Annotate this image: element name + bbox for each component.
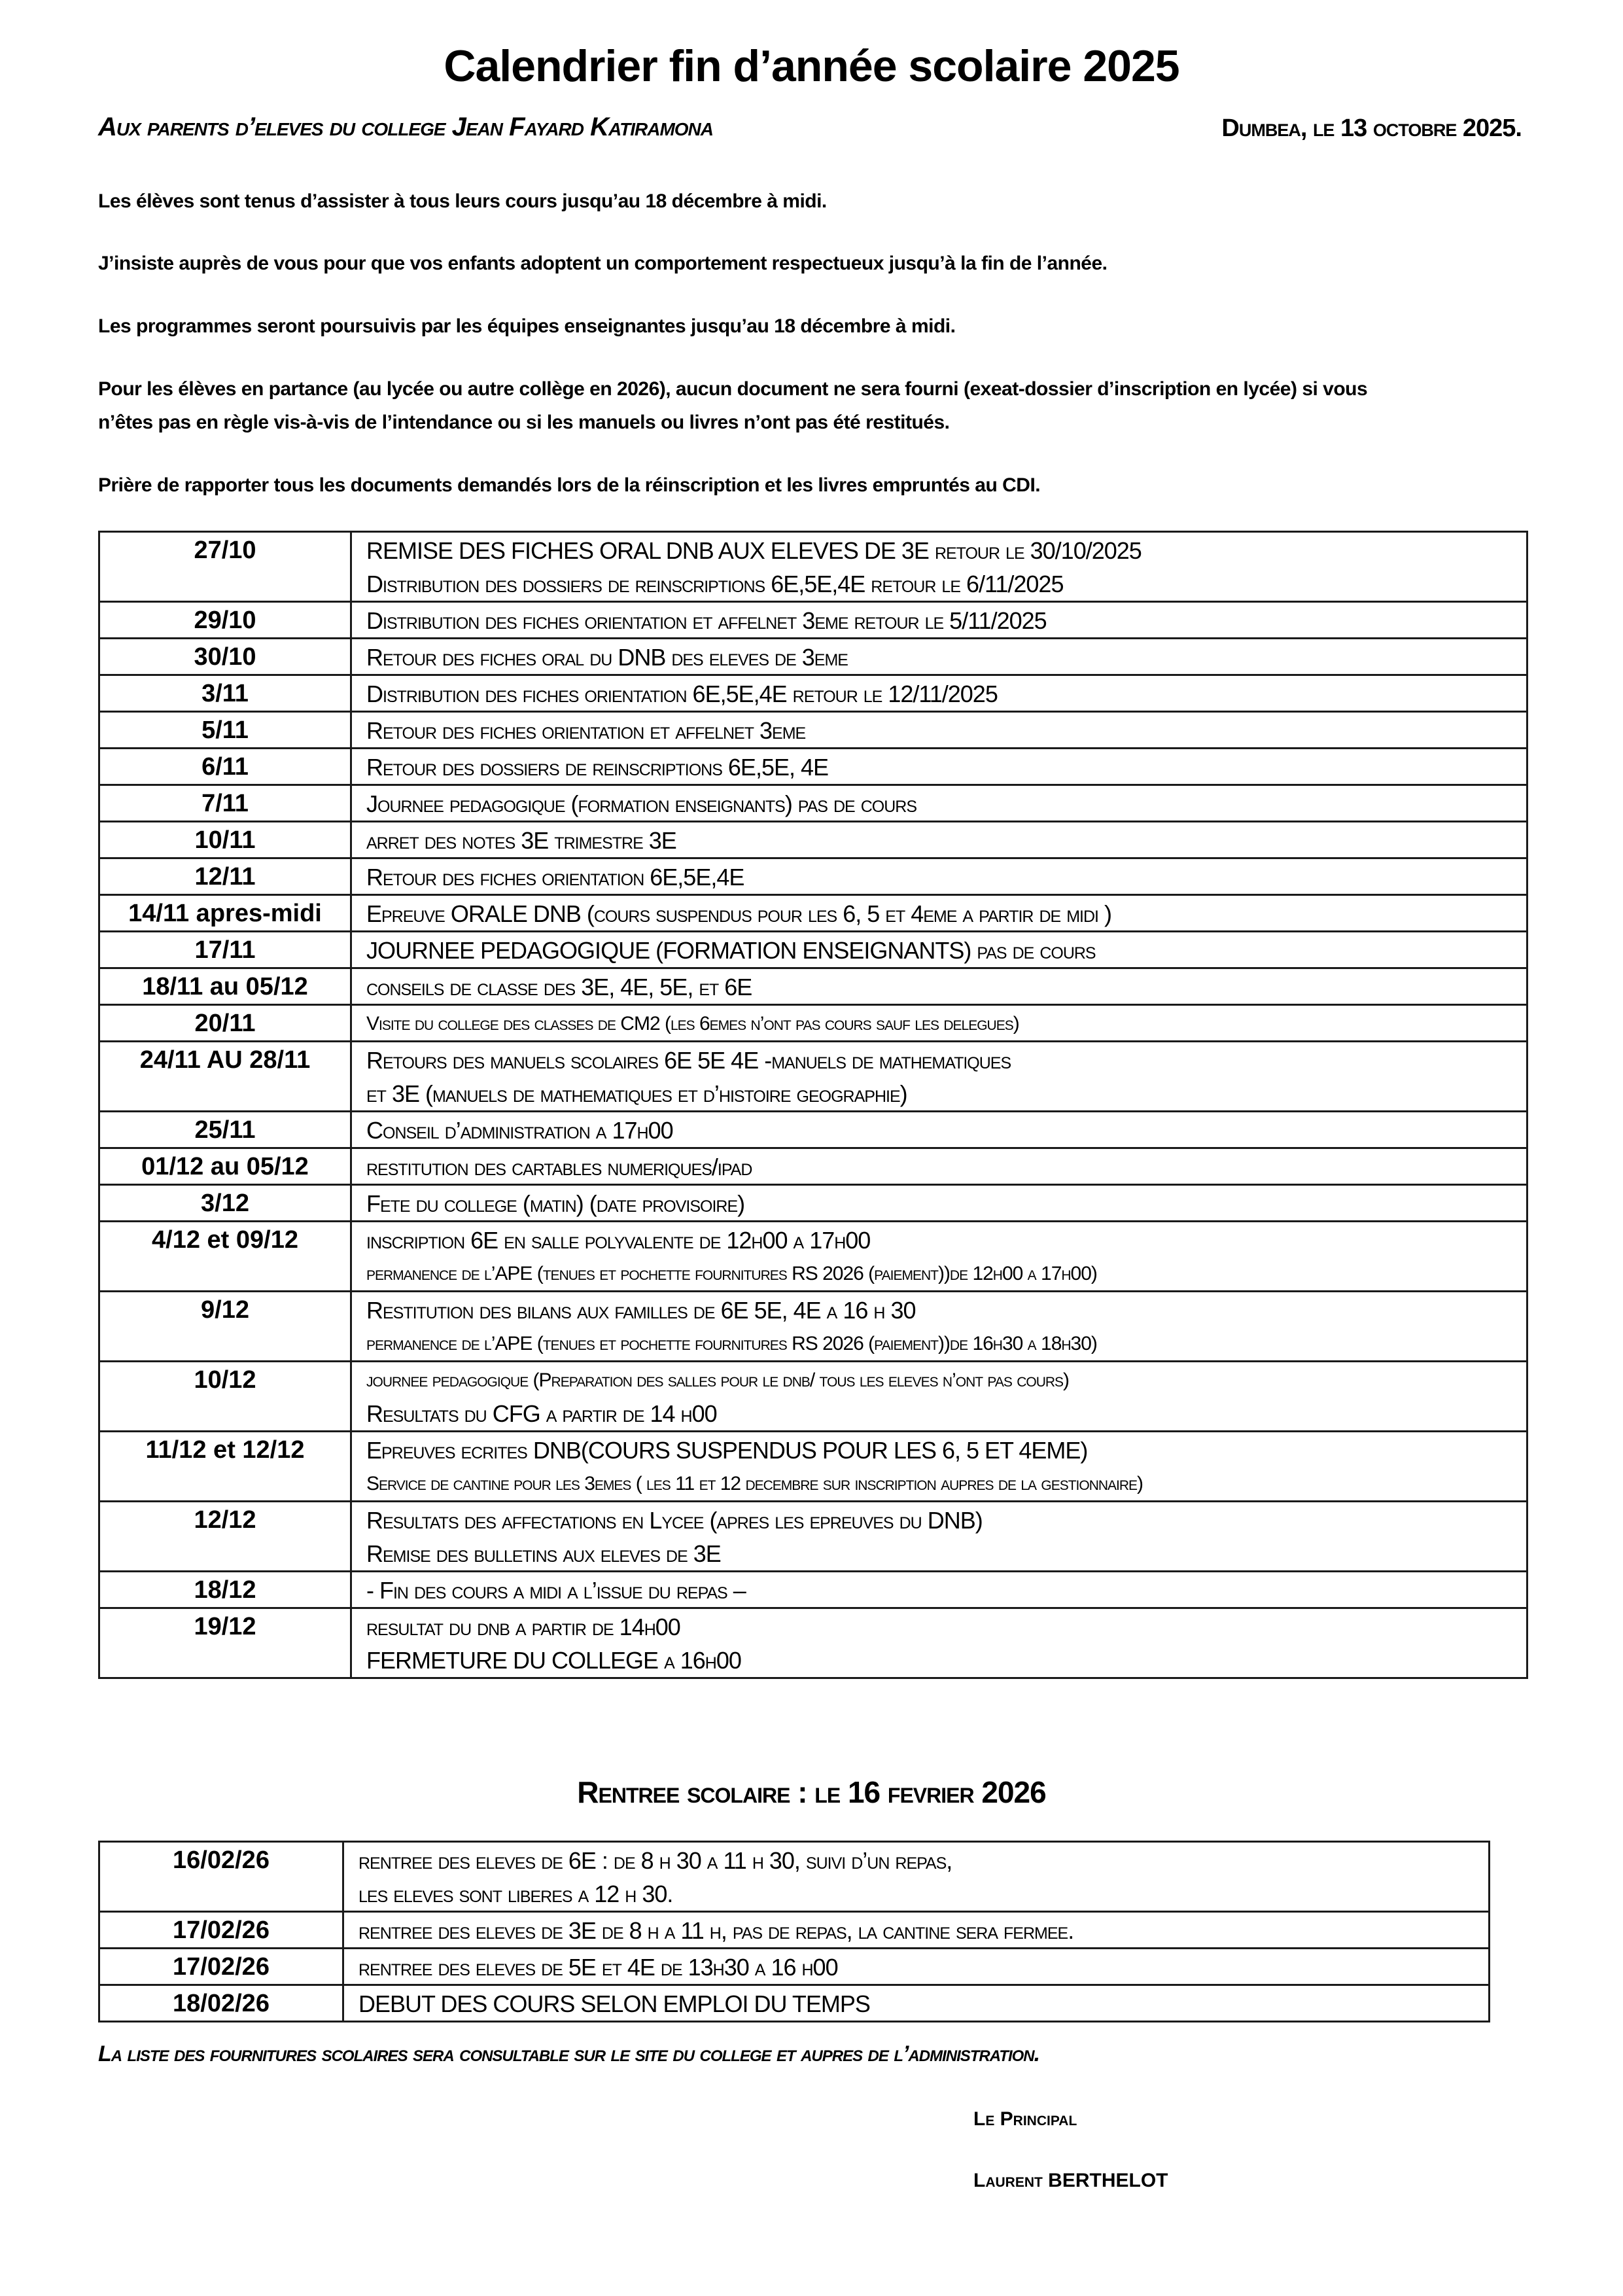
event-line: Distribution des fiches orientation 6E,5E,4E retour le 12/11/2025: [366, 680, 998, 707]
event-description: [351, 675, 1527, 712]
event-description: [351, 1222, 1527, 1292]
event-date: 27/10: [99, 532, 351, 602]
intro-paragraph: n’êtes pas en règle vis-à-vis de l’intendance ou si les manuels ou livres n’ont pas été restitués.: [98, 412, 950, 433]
calendar-row: [99, 822, 1527, 858]
event-line: conseils de classe des 3E, 4E, 5E, et 6E: [366, 974, 752, 1000]
addressee: Aux parents d’eleves du college Jean Fayard Katiramona: [98, 113, 713, 141]
calendar-table: [98, 531, 1528, 1679]
calendar-row: [99, 968, 1527, 1005]
event-description: [351, 895, 1527, 932]
calendar-row: [99, 639, 1527, 675]
event-line: Remise des bulletins aux eleves de 3E: [366, 1540, 721, 1567]
event-line: resultat du dnb a partir de 14h00: [366, 1614, 680, 1640]
calendar-row: [99, 932, 1527, 968]
calendar-row: [99, 895, 1527, 932]
event-date: 9/12: [99, 1292, 351, 1362]
calendar-row: [99, 1502, 1527, 1572]
event-line: - Fin des cours a midi a l’issue du repas –: [366, 1577, 746, 1604]
calendar-row: [99, 1042, 1527, 1112]
event-date: 3/12: [99, 1185, 351, 1222]
event-description: [351, 532, 1527, 602]
event-description: [351, 602, 1527, 639]
event-date: 6/11: [99, 749, 351, 785]
event-description: [351, 1185, 1527, 1222]
calendar-row: [99, 858, 1527, 895]
intro-paragraph: Prière de rapporter tous les documents demandés lors de la réinscription et les livres empruntés au CDI.: [98, 474, 1041, 496]
event-date: 29/10: [99, 602, 351, 639]
event-date: 7/11: [99, 785, 351, 822]
event-date: 30/10: [99, 639, 351, 675]
event-line: Journee pedagogique (formation enseignants) pas de cours: [366, 790, 916, 817]
calendar-row: [99, 532, 1527, 602]
rentree-title: Rentree scolaire : le 16 fevrier 2026: [577, 1775, 1046, 1809]
calendar-row: [99, 602, 1527, 639]
event-description: [351, 1502, 1527, 1572]
supplies-note: La liste des fournitures scolaires sera consultable sur le site du college et aupres de l’administration.: [98, 2041, 1040, 2066]
event-line: Epreuve ORALE DNB (cours suspendus pour les 6, 5 et 4eme a partir de midi ): [366, 900, 1111, 927]
event-line: Visite du college des classes de CM2 (les 6emes n’ont pas cours sauf les delegues): [366, 1013, 1019, 1034]
event-line: Retour des fiches oral du DNB des eleves de 3eme: [366, 644, 848, 671]
event-date: 3/11: [99, 675, 351, 712]
event-date: 5/11: [99, 712, 351, 749]
rentree-row: [99, 1949, 1490, 1985]
page-title: Calendrier fin d’année scolaire 2025: [444, 41, 1179, 91]
event-line: permanence de l’APE (tenues et pochette fournitures RS 2026 (paiement))de 16h30 a 18h30): [366, 1333, 1097, 1354]
event-line: Conseil d’administration a 17h00: [366, 1117, 673, 1144]
event-date: 16/02/26: [99, 1842, 343, 1912]
event-date: 4/12 et 09/12: [99, 1222, 351, 1292]
event-date: 19/12: [99, 1608, 351, 1678]
intro-paragraph: Les élèves sont tenus d’assister à tous leurs cours jusqu’au 18 décembre à midi.: [98, 190, 827, 212]
event-line: arret des notes 3E trimestre 3E: [366, 827, 676, 854]
event-description: [351, 968, 1527, 1005]
event-date: 17/02/26: [99, 1912, 343, 1949]
event-description: [351, 1005, 1527, 1042]
event-description: [351, 1362, 1527, 1432]
event-line: journee pedagogique (Preparation des salles pour le dnb/ tous les eleves n’ont pas cours): [366, 1369, 1070, 1391]
event-line: Service de cantine pour les 3emes ( les 11 et 12 decembre sur inscription aupres de la gestionnaire): [366, 1473, 1143, 1494]
event-line: rentree des eleves de 3E de 8 h a 11 h, pas de repas, la cantine sera fermee.: [358, 1917, 1074, 1944]
calendar-row: [99, 1005, 1527, 1042]
event-line: Resultats du CFG a partir de 14 h00: [366, 1400, 717, 1427]
event-line: Fete du college (matin) (date provisoire): [366, 1190, 745, 1217]
event-description: [343, 1985, 1490, 2022]
event-date: 17/11: [99, 932, 351, 968]
event-date: 20/11: [99, 1005, 351, 1042]
event-line: et 3E (manuels de mathematiques et d’histoire geographie): [366, 1080, 907, 1107]
event-date: 17/02/26: [99, 1949, 343, 1985]
event-date: 18/02/26: [99, 1985, 343, 2022]
event-line: Resultats des affectations en Lycee (apres les epreuves du DNB): [366, 1507, 983, 1534]
calendar-row: [99, 1608, 1527, 1678]
event-date: 12/11: [99, 858, 351, 895]
calendar-row: [99, 675, 1527, 712]
calendar-row: [99, 712, 1527, 749]
event-date: 18/12: [99, 1572, 351, 1608]
event-description: [351, 1112, 1527, 1148]
event-description: [343, 1912, 1490, 1949]
event-date: 10/11: [99, 822, 351, 858]
event-description: [343, 1949, 1490, 1985]
event-line: rentree des eleves de 6E : de 8 h 30 a 11 h 30, suivi d’un repas,: [358, 1847, 952, 1874]
event-line: permanence de l’APE (tenues et pochette fournitures RS 2026 (paiement))de 12h00 a 17h00): [366, 1263, 1097, 1284]
event-description: [351, 712, 1527, 749]
event-date: 25/11: [99, 1112, 351, 1148]
event-description: [343, 1842, 1490, 1912]
rentree-row: [99, 1842, 1490, 1912]
calendar-row: [99, 785, 1527, 822]
event-date: 01/12 au 05/12: [99, 1148, 351, 1185]
calendar-row: [99, 1572, 1527, 1608]
event-line: les eleves sont liberes a 12 h 30.: [358, 1881, 673, 1907]
calendar-row: [99, 1148, 1527, 1185]
event-line: Retours des manuels scolaires 6E 5E 4E -manuels de mathematiques: [366, 1047, 1011, 1074]
event-description: [351, 1572, 1527, 1608]
calendar-row: [99, 749, 1527, 785]
event-line: Distribution des fiches orientation et affelnet 3eme retour le 5/11/2025: [366, 607, 1047, 634]
event-date: 11/12 et 12/12: [99, 1432, 351, 1502]
calendar-row: [99, 1185, 1527, 1222]
rentree-table: [98, 1841, 1490, 2022]
event-description: [351, 1042, 1527, 1112]
rentree-row: [99, 1912, 1490, 1949]
event-description: [351, 1432, 1527, 1502]
event-date: 14/11 apres-midi: [99, 895, 351, 932]
calendar-row: [99, 1432, 1527, 1502]
event-description: [351, 1292, 1527, 1362]
calendar-row: [99, 1112, 1527, 1148]
event-description: [351, 785, 1527, 822]
event-line: JOURNEE PEDAGOGIQUE (FORMATION ENSEIGNANTS) pas de cours: [366, 937, 1096, 964]
signatory-name: Laurent BERTHELOT: [973, 2170, 1168, 2191]
event-date: 24/11 AU 28/11: [99, 1042, 351, 1112]
event-line: rentree des eleves de 5E et 4E de 13h30 a 16 h00: [358, 1954, 838, 1981]
rentree-row: [99, 1985, 1490, 2022]
intro-paragraph: J’insiste auprès de vous pour que vos enfants adoptent un comportement respectueux jusqu’à la fin de l’année.: [98, 253, 1108, 274]
event-line: inscription 6E en salle polyvalente de 12h00 a 17h00: [366, 1227, 871, 1254]
event-description: [351, 1148, 1527, 1185]
event-line: Restitution des bilans aux familles de 6E 5E, 4E a 16 h 30: [366, 1297, 916, 1324]
event-date: 18/11 au 05/12: [99, 968, 351, 1005]
intro-paragraph: Pour les élèves en partance (au lycée ou autre collège en 2026), aucun document ne sera fourni (exeat-dossier d’inscription en lycée) si vous: [98, 378, 1368, 400]
event-description: [351, 639, 1527, 675]
event-line: restitution des cartables numeriques/ipad: [366, 1154, 752, 1180]
calendar-row: [99, 1362, 1527, 1432]
event-line: REMISE DES FICHES ORAL DNB AUX ELEVES DE 3E retour le 30/10/2025: [366, 537, 1142, 564]
event-description: [351, 1608, 1527, 1678]
calendar-row: [99, 1292, 1527, 1362]
event-description: [351, 858, 1527, 895]
event-line: Retour des fiches orientation et affelnet 3eme: [366, 717, 806, 744]
event-line: Epreuves ecrites DNB(COURS SUSPENDUS POUR LES 6, 5 ET 4EME): [366, 1437, 1088, 1464]
event-line: FERMETURE DU COLLEGE a 16h00: [366, 1647, 741, 1674]
event-description: [351, 749, 1527, 785]
event-date: 12/12: [99, 1502, 351, 1572]
event-description: [351, 932, 1527, 968]
event-line: Distribution des dossiers de reinscriptions 6E,5E,4E retour le 6/11/2025: [366, 571, 1064, 597]
calendar-row: [99, 1222, 1527, 1292]
event-line: Retour des dossiers de reinscriptions 6E,5E, 4E: [366, 754, 829, 781]
event-description: [351, 822, 1527, 858]
place-date: Dumbea, le 13 octobre 2025.: [1221, 115, 1522, 142]
intro-paragraph: Les programmes seront poursuivis par les équipes enseignantes jusqu’au 18 décembre à midi.: [98, 315, 956, 337]
event-line: Retour des fiches orientation 6E,5E,4E: [366, 864, 744, 891]
signatory-role: Le Principal: [973, 2108, 1077, 2130]
event-date: 10/12: [99, 1362, 351, 1432]
event-line: DEBUT DES COURS SELON EMPLOI DU TEMPS: [358, 1990, 870, 2017]
